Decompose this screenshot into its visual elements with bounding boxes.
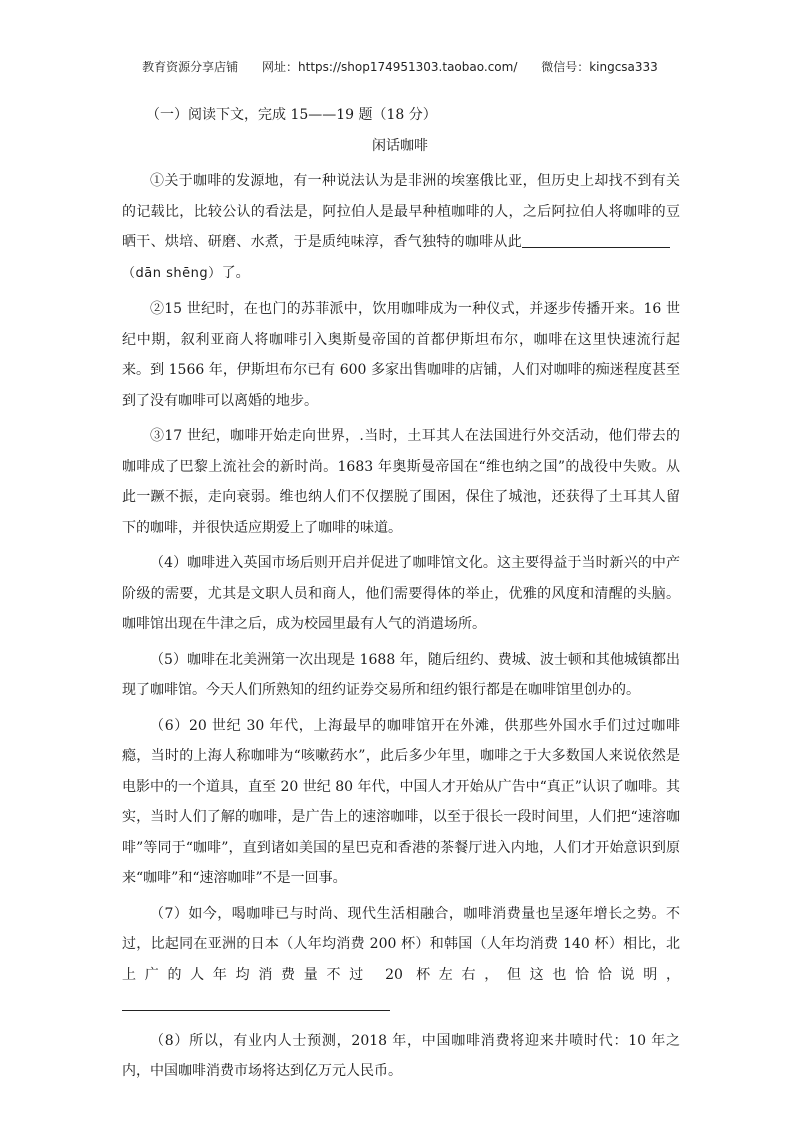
- paragraph-1-ending: 了。: [221, 264, 250, 281]
- paragraph-4: （4）咖啡进入英国市场后则开启并促进了咖啡馆文化。这主要得益于当时新兴的中产阶级的需要，尤其是文职人员和商人，他们需要得体的举止，优雅的风度和清醒的头脑。咖啡馆出现在牛津之后，成为校园里最有人气的消遣场所。: [122, 555, 680, 632]
- paragraph-7: [122, 899, 680, 1021]
- paragraph-7-text: （7）如今，喝咖啡已与时尚、现代生活相融合，咖啡消费量也呈逐年增长之势。不过，比起同在亚洲的日本（人年均消费 200 杯）和韩国（人年均消费 140 杯）相比，北上广的人年均消费量不过 20 杯左右，但这也恰恰说明，: [122, 905, 680, 983]
- paragraph-2: ②15 世纪时，在也门的苏菲派中，饮用咖啡成为一种仪式，并逐步传播开来。16 世纪中期，叙利亚商人将咖啡引入奥斯曼帝国的首都伊斯坦布尔，咖啡在这里快速流行起来。到 1566 年，伊斯坦布尔已有 600 多家出售咖啡的店铺，人们对咖啡的痴迷程度甚至到了没有咖啡可以离婚的地步。: [122, 301, 680, 409]
- paragraph-6: （6）20 世纪 30 年代，上海最早的咖啡馆开在外滩，供那些外国水手们过过咖啡瘾，当时的上海人称咖啡为“咳嗽药水”，此后多少年里，咖啡之于大多数国人来说依然是电影中的一个道具，直至 20 世纪 80 年代，中国人才开始从广告中“真正”认识了咖啡。其实，当时人们了解的咖啡，是广告上的速溶咖啡，以至于很长一段时间里，人们把“速溶咖啡”等同于“咖啡”，直到诸如美国的星巴克和香港的茶餐厅进入内地，人们才开始意识到原来“咖啡”和“速溶咖啡”不是一回事。: [122, 717, 680, 886]
- article-title: 闲话咖啡: [372, 138, 428, 154]
- shop-url: 网址：https://shop174951303.taobao.com/: [262, 60, 518, 74]
- paragraph-1-text: ①关于咖啡的发源地，有一种说法认为是非洲的埃塞俄比亚，但历史上却找不到有关的记载比，比较公认的看法是，阿拉伯人是最早种植咖啡的人，之后阿拉伯人将咖啡的豆晒干、烘培、研磨、水煮，于是质纯味淳，香气独特的咖啡从此: [122, 173, 680, 250]
- answer-blank[interactable]: [522, 233, 670, 248]
- answer-blank[interactable]: [122, 996, 390, 1011]
- section-heading: （一）阅读下文，完成 15——19 题（18 分）: [146, 107, 437, 123]
- paragraph-3: ③17 世纪，咖啡开始走向世界，.当时，土耳其人在法国进行外交活动，他们带去的咖啡成了巴黎上流社会的新时尚。1683 年奥斯曼帝国在“维也纳之国”的战役中失败。从此一蹶不振，走向衰弱。维也纳人们不仅摆脱了围困，保住了城池，还获得了土耳其人留下的咖啡，并很快适应期爱上了咖啡的味道。: [122, 428, 680, 536]
- paragraph-1: [122, 166, 680, 289]
- wechat-id: 微信号：kingcsa333: [541, 60, 658, 74]
- pinyin-hint: （dān shēng）: [122, 265, 222, 281]
- shop-name: 教育资源分享店铺: [142, 60, 239, 74]
- paragraph-5: （5）咖啡在北美洲第一次出现是 1688 年，随后纽约、费城、波士顿和其他城镇都出现了咖啡馆。今天人们所熟知的纽约证券交易所和纽约银行都是在咖啡馆里创办的。: [122, 651, 680, 698]
- paragraph-8: （8）所以，有业内人士预测，2018 年，中国咖啡消费将迎来井喷时代：10 年之内，中国咖啡消费市场将达到亿万元人民币。: [122, 1032, 680, 1079]
- page-header: [0, 58, 800, 75]
- article-body: [122, 166, 680, 1087]
